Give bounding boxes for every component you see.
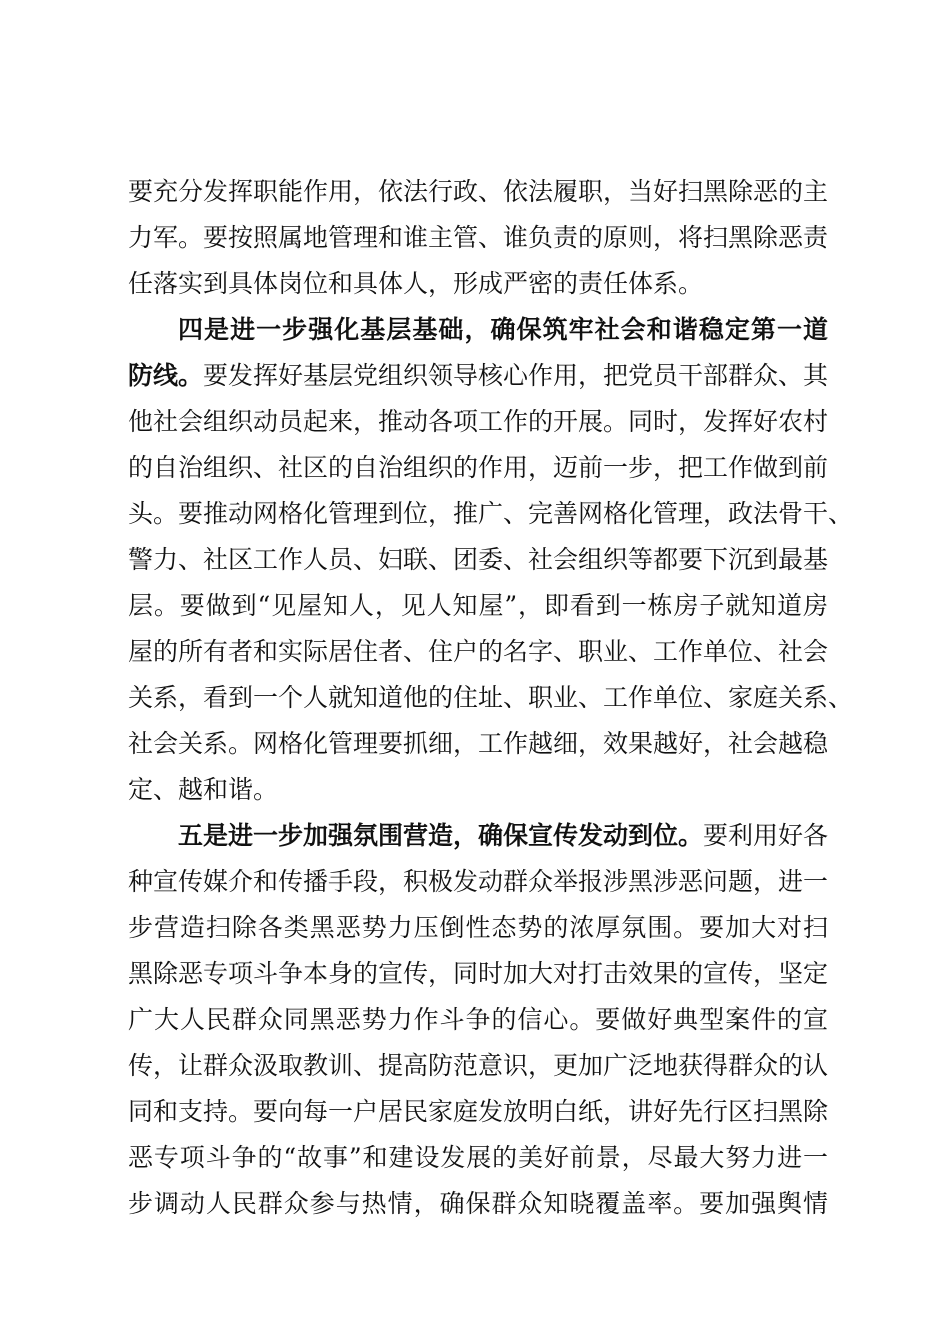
paragraph-2-line-7: 层。要做到“见屋知人，见人知屋”，即看到一栋房子就知道房 xyxy=(128,591,828,620)
paragraph-2-line-2 xyxy=(128,356,828,396)
paragraph-1-line-1: 要充分发挥职能作用，依法行政、依法履职，当好扫黑除恶的主 xyxy=(128,177,829,206)
paragraph-2-line-8: 屋的所有者和实际居住者、住户的名字、职业、工作单位、社会 xyxy=(128,637,829,666)
paragraph-3-line-2: 种宣传媒介和传播手段，积极发动群众举报涉黑涉恶问题，进一 xyxy=(128,867,829,896)
paragraph-2-line-6: 警力、社区工作人员、妇联、团委、社会组织等都要下沉到最基 xyxy=(128,545,829,574)
paragraph-3-line-9: 步调动人民群众参与热情，确保群众知晓覆盖率。要加强舆情 xyxy=(128,1189,828,1218)
paragraph-2-line-3: 他社会组织动员起来，推动各项工作的开展。同时，发挥好农村 xyxy=(128,407,829,436)
paragraph-2-heading-line: 四是进一步强化基层基础，确保筑牢社会和谐稳定第一道 xyxy=(178,315,828,344)
paragraph-2-line-5: 头。要推动网格化管理到位，推广、完善网格化管理，政法骨干、 xyxy=(128,499,854,528)
paragraph-1-line-2: 力军。要按照属地管理和谁主管、谁负责的原则，将扫黑除恶责 xyxy=(128,223,829,252)
paragraph-2-line-10: 社会关系。网格化管理要抓细，工作越细，效果越好，社会越稳 xyxy=(128,729,829,758)
paragraph-2-heading-end: 防线。 xyxy=(128,361,204,390)
paragraph-3-heading-line xyxy=(178,816,828,856)
paragraph-3-line-7: 同和支持。要向每一户居民家庭发放明白纸，讲好先行区扫黑除 xyxy=(128,1097,829,1126)
paragraph-3-line-1-text: 要利用好各 xyxy=(703,821,829,850)
paragraph-3-line-5: 广大人民群众同黑恶势力作斗争的信心。要做好典型案件的宣 xyxy=(128,1005,828,1034)
paragraph-3-line-4: 黑除恶专项斗争本身的宣传，同时加大对打击效果的宣传，坚定 xyxy=(128,959,829,988)
paragraph-3-line-6: 传，让群众汲取教训、提高防范意识，更加广泛地获得群众的认 xyxy=(128,1051,829,1080)
paragraph-1-line-3: 任落实到具体岗位和具体人，形成严密的责任体系。 xyxy=(128,269,704,298)
paragraph-3-line-3: 步营造扫除各类黑恶势力压倒性态势的浓厚氛围。要加大对扫 xyxy=(128,913,828,942)
paragraph-2-line-4: 的自治组织、社区的自治组织的作用，迈前一步，把工作做到前 xyxy=(128,453,829,482)
paragraph-2-line-11: 定、越和谐。 xyxy=(128,775,279,804)
paragraph-2-line-9: 关系，看到一个人就知道他的住址、职业、工作单位、家庭关系、 xyxy=(128,683,854,712)
paragraph-3-heading: 五是进一步加强氛围营造，确保宣传发动到位。 xyxy=(178,821,704,850)
paragraph-2-line-2-text: 要发挥好基层党组织领导核心作用，把党员干部群众、其 xyxy=(203,361,829,390)
paragraph-3-line-8: 恶专项斗争的“故事”和建设发展的美好前景，尽最大努力进一 xyxy=(128,1143,828,1172)
